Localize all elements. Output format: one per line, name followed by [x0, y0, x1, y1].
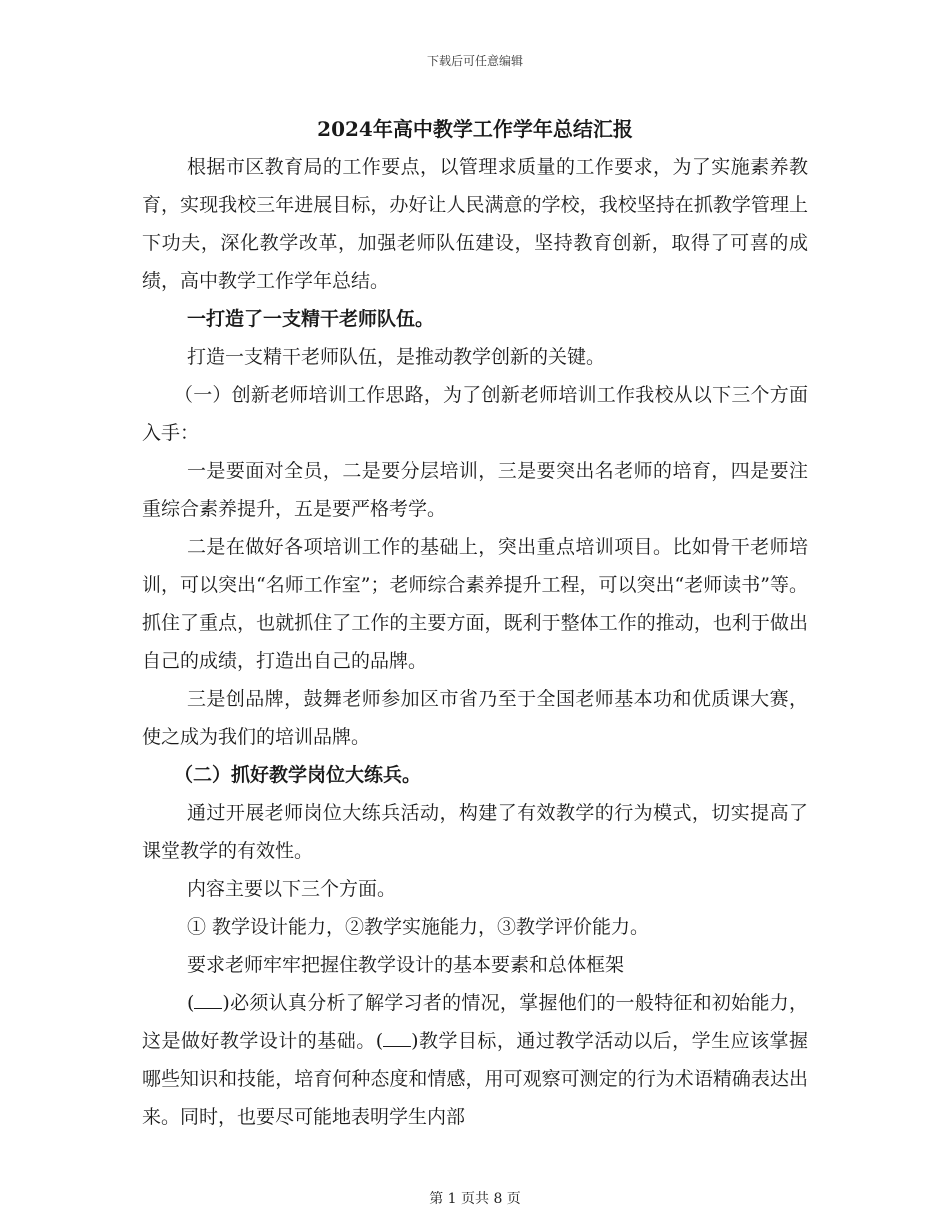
section2-paragraph-3: ① 教学设计能力，②教学实施能力，③教学评价能力。: [187, 916, 650, 938]
intro-paragraph: 根据市区教育局的工作要点，以管理求质量的工作要求，为了实施素养教育，实现我校三年进展目标，办好让人民满意的学校，我校坚持在抓教学管理上下功夫，深化教学改革，加强老师队伍建设，坚持教育创新，取得了可喜的成绩，高中教学工作学年总结。: [142, 156, 808, 292]
section1-paragraph-1: 打造一支精干老师队伍，是推动教学创新的关键。: [187, 346, 606, 368]
fill-blank-1: [194, 988, 222, 1009]
section2-paragraph-5: ( )必须认真分析了解学习者的情况，掌握他们的一般特征和初始能力，这是做好教学设计的基础。( )教学目标，通过教学活动以后，学生应该掌握哪些知识和技能，培育何种态度和情感，用可观察可测定的行为术语精确表达出来。同时，也要尽可能地表明学生内部: [142, 984, 808, 1136]
section2-paragraph-2: 内容主要以下三个方面。: [187, 878, 397, 900]
page-header-note: 下载后可任意编辑: [426, 54, 523, 68]
page-number: 第 1 页共 8 页: [429, 1191, 521, 1207]
section2-paragraph-4: 要求老师牢牢把握住教学设计的基本要素和总体框架: [187, 954, 625, 976]
section1-paragraph-5: 三是创品牌，鼓舞老师参加区市省乃至于全国老师基本功和优质课大赛，使之成为我们的培训品牌。: [142, 688, 808, 748]
document-body: [142, 110, 808, 1136]
section1-paragraph-2: （一）创新老师培训工作思路，为了创新老师培训工作我校从以下三个方面入手：: [142, 384, 808, 444]
section1-paragraph-3: 一是要面对全员，二是要分层培训，三是要突出名老师的培育，四是要注重综合素养提升，五是要严格考学。: [142, 460, 808, 520]
fill-blank-2: [383, 1026, 411, 1047]
document-title: 2024年高中教学工作学年总结汇报: [317, 117, 633, 141]
section2-paragraph-5-part-a: 必须认真分析了解学习者的情况，掌握他们的一般特征和初始能力，这是做好教学设计的基础。: [142, 992, 808, 1052]
section1-heading: 一打造了一支精干老师队伍。: [187, 308, 435, 330]
section1-paragraph-4: 二是在做好各项培训工作的基础上，突出重点培训项目。比如骨干老师培训，可以突出“名师工作室”；老师综合素养提升工程，可以突出“老师读书”等。抓住了重点，也就抓住了工作的主要方面，既利于整体工作的推动，也利于做出自己的成绩，打造出自己的品牌。: [142, 536, 808, 672]
section2-paragraph-5-part-b: 教学目标，通过教学活动以后，学生应该掌握哪些知识和技能，培育何种态度和情感，用可观察可测定的行为术语精确表达出来。同时，也要尽可能地表明学生内部: [142, 1030, 808, 1128]
section2-paragraph-1: 通过开展老师岗位大练兵活动，构建了有效教学的行为模式，切实提高了课堂教学的有效性。: [142, 802, 808, 862]
section2-heading: （二）抓好教学岗位大练兵。: [174, 764, 422, 786]
